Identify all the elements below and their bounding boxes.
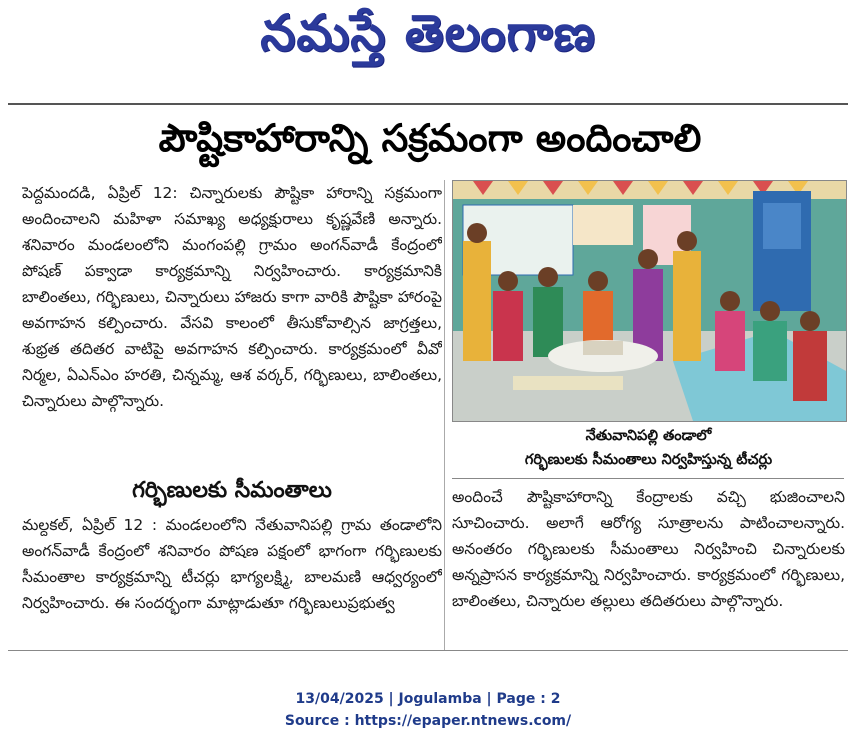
- footer-date-edition: 13/04/2025 | Jogulamba | Page : 2: [295, 691, 561, 707]
- news-photo: [452, 180, 847, 422]
- caption-line-2: గర్భిణులకు సీమంతాలు నిర్వహిస్తున్న టీచర్లు: [524, 452, 773, 468]
- article-paragraph-1: పెద్దమందడి, ఏప్రిల్ 12: చిన్నారులకు పౌష్టికా హారాన్ని సక్రమంగా అందించాలని మహిళా సమాఖ్య అధ్యక్షురాలు కృష్ణవేణి అన్నారు. శనివారం మండలంలోని మంగంపల్లి గ్రామం అంగన్‌వాడీ కేంద్రంలో పోషణ్ పక్వాడా కార్యక్రమాన్ని నిర్వహించారు. కార్యక్రమానికి బాలింతలు, గర్భిణులు, చిన్నారులు హాజరు కాగా వారికి పౌష్టికా హారంపై అవగాహన కల్పించారు. వేసవి కాలంలో తీసుకోవాల్సిన జాగ్రత్తలు, శుభ్రత తదితర వాటిపై అవగాహన కల్పించారు. కార్యక్రమంలో వీవో నిర్మల, ఏఎన్ఎం హరతి, చిన్నమ్మ, ఆశ వర్కర్, గర్భిణులు, బాలింతలు, చిన్నారులు పాల్గొన్నారు.: [22, 184, 442, 410]
- article-column-left-top: [22, 180, 442, 462]
- article-paragraph-2: మల్దకల్, ఏప్రిల్ 12 : మండలంలోని నేతువానిపల్లి గ్రామ తండాలోని అంగన్‌వాడీ కేంద్రంలో శనివారం పోషణ పక్షంలో భాగంగా గర్భిణులకు సీమంతాల కార్యక్రమాన్ని టీచర్లు భాగ్యలక్ష్మి, బాలమణి ఆధ్వర్యంలో నిర్వహించారు. ఈ సందర్భంగా మాట్లాడుతూ గర్భిణులుప్రభుత్వ: [22, 516, 442, 612]
- footer-source: Source : https://epaper.ntnews.com/: [284, 713, 572, 729]
- caption-line-1: నేతువానిపల్లి తండాలో: [585, 428, 712, 444]
- article-headline: [20, 113, 840, 173]
- masthead-title: నమస్తే తెలంగాణ: [260, 3, 596, 62]
- column-divider: [444, 180, 445, 650]
- newspaper-masthead: [0, 0, 856, 78]
- subheadline-text: గర్భిణులకు సీమంతాలు: [132, 478, 332, 503]
- top-divider: [8, 103, 848, 105]
- article-column-left-bottom: [22, 512, 442, 644]
- article-column-right: [452, 484, 845, 644]
- right-column-divider: [452, 478, 844, 479]
- article-subheadline: [22, 476, 442, 510]
- page-footer: [0, 688, 856, 732]
- headline-text: పౌష్టికాహారాన్ని సక్రమంగా అందించాలి: [158, 116, 702, 160]
- article-paragraph-3: అందించే పౌష్టికాహారాన్ని కేంద్రాలకు వచ్చి భుజించాలని సూచించారు. అలాగే ఆరోగ్య సూత్రాలను పాటించాలన్నారు. అనంతరం గర్భిణులకు సీమంతాలు నిర్వహించి చిన్నారులకు అన్నప్రాసన కార్యక్రమాన్ని నిర్వహించారు. కార్యక్రమంలో గర్భిణులు, బాలింతలు, చిన్నారుల తల్లులు తదితరులు పాల్గొన్నారు.: [452, 488, 845, 610]
- bottom-divider: [8, 650, 848, 651]
- photo-caption: [452, 424, 845, 472]
- photo-illustration: [453, 181, 846, 421]
